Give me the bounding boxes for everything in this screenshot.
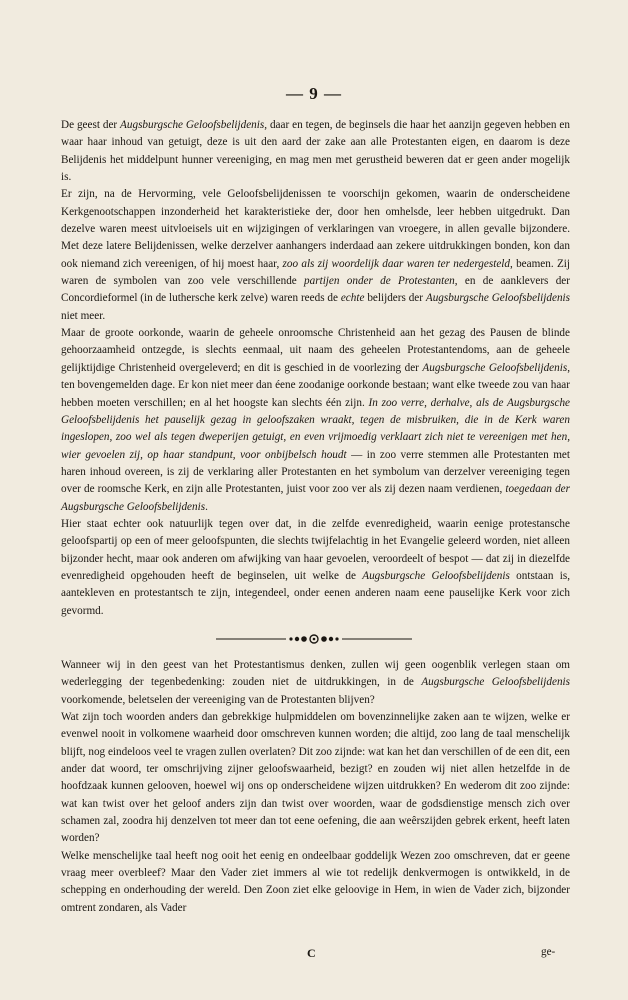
italic-run: Augsburgsche Geloofsbelijdenis bbox=[362, 569, 510, 582]
paragraph bbox=[61, 848, 570, 917]
signature-mark: C bbox=[307, 946, 316, 960]
text-run: voorkomende, beletselen der vereeniging van de Protestanten blijven? bbox=[61, 693, 375, 706]
text-run: — in zoo verre stemmen alle Protestanten met haren inhoud overeen, is zij de verklaring aller Protestanten en het symbolum van derzelver vereeniging tegen over de roomsche Kerk, en zijn alle Protestanten, juist voor zoo ver als zij dezen naam verdienen, bbox=[61, 448, 570, 496]
italic-run: toegedaan der Augsburgsche Geloofsbelijdenis bbox=[61, 483, 571, 513]
text-run: ontstaan is, aantekleven en protestantsch te zijn, integendeel, onder eenen anderen naam eene pauselijke Kerk voor zich gevormd. bbox=[61, 569, 571, 617]
text-run: Er zijn, na de Hervorming, vele Geloofsbelijdenissen te voorschijn gekomen, waarin de onderscheidene Kerkgenootschappen inzonderheid het karakteristieke der, door hen omhelsde, leer hebben uitgedrukt. Dan dezelve waren meest uitvloeisels uit en wijzigingen of verklaringen van vroegere, in allen gevalle bijzondere. Met deze latere Belijdenissen, welke derzelver aanhangers inderdaad aan zekere uitdrukkingen bonden, kon dan ook niemand zich vereenigen, of hij moest haar, bbox=[61, 188, 570, 270]
italic-run: zoo als zij woordelijk daar waren ter nedergesteld bbox=[282, 257, 510, 270]
text-run: Wanneer wij in den geest van het Protestantismus denken, zullen wij geen oogenblik verlegen staan om wederlegging der tegenbedenking: zouden niet de uitdrukkingen, in de bbox=[61, 659, 570, 689]
italic-run: partijen onder de Protestanten bbox=[304, 275, 455, 288]
italic-run: Augsburgsche Geloofsbelijdenis bbox=[421, 676, 571, 689]
text-run: niet meer. bbox=[61, 309, 106, 322]
italic-run: Augsburgsche Geloofsbelijdenis bbox=[120, 119, 265, 131]
italic-run: Augsburgsche Geloofsbelijdenis bbox=[422, 361, 568, 374]
text-run: Wat zijn toch woorden anders dan gebrekkige hulpmiddelen om bovenzinnelijke zaken aan te wijzen, welke er evenwel nooit in volkomene waarheid door omschreven kunnen worden; die altijd, zoo lang de taal menschelijk blijft, nog eindeloos veel te vragen zullen overlaten? Dit zoo zijnde: wat kan het dan verschillen of de een dit, een ander dat woord, ter omschrijving zijner geloofswaarheid, bezigt? en zouden wij niet allen hetzelfde in de hoofdzaak kunnen gelooven, hoewel wij ons op onderscheidene wijzen uitdrukken? En wederom dit zoo zijnde: wat kan twist over het geloof anders zijn dan twist over woorden, waar de godsdienstige mensch zich over schamen zal, zoodra hij denzelven tot meer dan tot eene oefening, die aan weêrszijden gebrek erkent, heeft laten worden? bbox=[61, 711, 570, 845]
text-run: , en de aanklevers der Concordieformel (in de luthersche kerk zelve) waren reeds de bbox=[61, 275, 570, 305]
decorative-rule-ornament bbox=[216, 632, 412, 646]
italic-run: Augsburgsche Geloofsbelijdenis bbox=[425, 292, 570, 305]
text-run: . bbox=[205, 500, 208, 513]
text-run: De geest der bbox=[61, 119, 121, 131]
text-section-2 bbox=[61, 657, 570, 917]
text-run: , ten bovengemelden dage. Er kon niet meer dan éene zoodanige oorkonde bestaan; want elke tweede zou van haar hebben moeten verschillen; en al het hoogste kan slechts één zijn. bbox=[61, 361, 570, 409]
paragraph bbox=[61, 516, 570, 620]
text-section-1 bbox=[61, 117, 570, 620]
text-run: belijders der bbox=[364, 292, 426, 305]
paragraph bbox=[61, 709, 570, 848]
paragraph bbox=[61, 325, 570, 516]
text-run: Maar de groote oorkonde, waarin de geheele onroomsche Christenheid aan het gezag des Pausen de blinde gehoorzaamheid ontzegde, is slechts eenmaal, uit naam des geheelen Protestantendoms, aan de geheele gelijktijdige Christenheid overgeleverd; en dit is geschied in de voorlezing der bbox=[61, 327, 570, 374]
paragraph bbox=[61, 657, 570, 709]
catchword: ge- bbox=[541, 946, 556, 958]
paragraph bbox=[61, 117, 570, 186]
page-number: — 9 — bbox=[286, 84, 342, 103]
text-run: , beamen. Zij waren de symbolen van zoo vele verschillende bbox=[61, 257, 570, 288]
italic-run: In zoo verre, derhalve, als de Augsburgsche Geloofsbelijdenis het pauselijk gezag in geloofszaken wraakt, tegen de misbruiken, die in de Kerk waren ingeslopen, zoo wel als tegen dweperijen getuigt, en even vrijmoedig verklaart zich niet te vereenigen met hen, wier gevoelen zij, op haar standpunt, voor onbijbelsch houdt bbox=[61, 396, 570, 461]
text-run: Hier staat echter ook natuurlijk tegen over dat, in die zelfde evenredigheid, waarin eenige protestansche geloofspartij op een of meer geloofspunten, die slechts twijfelachtig in het Evangelie geleerd worden, niet alleen bijzonder hecht, maar ook anderen om afwijking van haar gevoelen, veroordeelt of bespot — dat zij in diezelfde evenredigheid opgehouden heeft de beginselen, uit welke de bbox=[61, 517, 570, 582]
paragraph bbox=[61, 186, 570, 325]
text-run: Welke menschelijke taal heeft nog ooit het eenig en ondeelbaar goddelijk Wezen zoo omschreven, dat er geene vraag meer overbleef? Maar den Vader ziet immers al wie tot redelijk denkvermogen is ontwikkeld, in de schepping en onderhouding der wereld. Den Zoon ziet elke geloovige in Hem, in wien de Vader zich, bijzonder omtrent zondaren, als Vader bbox=[61, 849, 570, 914]
italic-run: echte bbox=[340, 292, 365, 305]
text-run: , daar en tegen, de beginsels die haar het aanzijn gegeven hebben en waar haar inhoud van getuigt, deze is uit den aard der zake aan alle Protestanten eigen, en daarom is deze Belijdenis het middelpunt hunner vereeniging, en mag men met gerustheid beweren dat er geen ander mogelijk is. bbox=[61, 119, 570, 184]
